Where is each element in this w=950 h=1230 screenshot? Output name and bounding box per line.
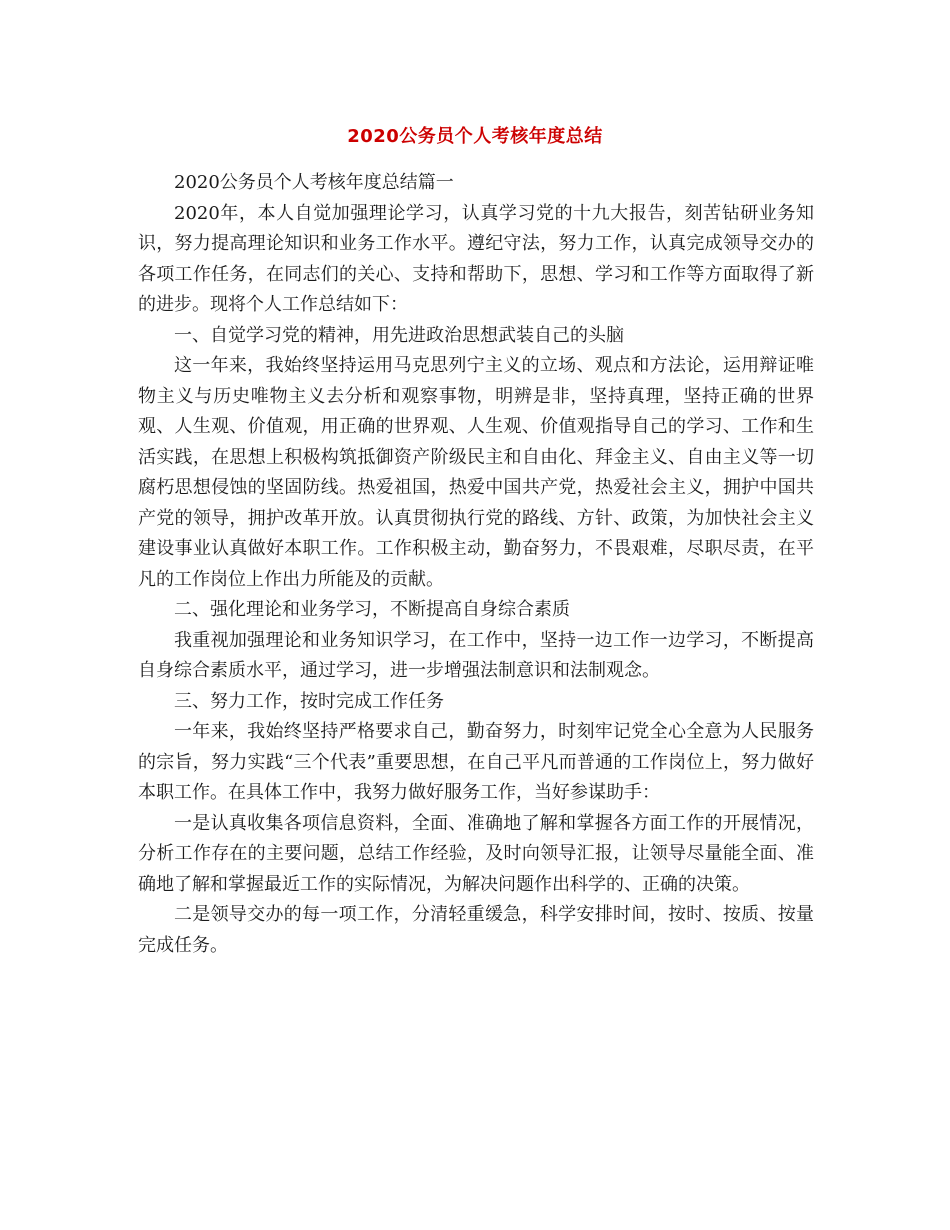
paragraph-point-1: 一是认真收集各项信息资料，全面、准确地了解和掌握各方面工作的开展情况，分析工作存在的主要问题，总结工作经验，及时向领导汇报，让领导尽量能全面、准确地了解和掌握最近工作的实际情况，为解决问题作出科学的、正确的决策。 — [138, 812, 814, 895]
paragraph-point-2: 二是领导交办的每一项工作，分清轻重缓急，科学安排时间，按时、按质、按量完成任务。 — [138, 904, 814, 956]
document-body — [138, 168, 814, 961]
section-heading-1: 一、自觉学习党的精神，用先进政治思想武装自己的头脑 — [174, 324, 624, 346]
section-heading-3: 三、努力工作，按时完成工作任务 — [174, 690, 444, 712]
section-heading-2: 二、强化理论和业务学习，不断提高自身综合素质 — [174, 599, 570, 620]
paragraph-section-3: 一年来，我始终坚持严格要求自己，勤奋努力，时刻牢记党全心全意为人民服务的宗旨，努力实践“三个代表”重要思想，在自己平凡而普通的工作岗位上，努力做好本职工作。在具体工作中，我努力做好服务工作，当好参谋助手： — [138, 721, 814, 803]
paragraph-section-2: 我重视加强理论和业务知识学习，在工作中，坚持一边工作一边学习，不断提高自身综合素质水平，通过学习，进一步增强法制意识和法制观念。 — [138, 629, 814, 681]
paragraph-subtitle: 2020公务员个人考核年度总结篇一 — [174, 172, 454, 193]
paragraph-section-1: 这一年来，我始终坚持运用马克思列宁主义的立场、观点和方法论，运用辩证唯物主义与历史唯物主义去分析和观察事物，明辨是非，坚持真理，坚持正确的世界观、人生观、价值观，用正确的世界观、人生观、价值观指导自己的学习、工作和生活实践，在思想上积极构筑抵御资产阶级民主和自由化、拜金主义、自由主义等一切腐朽思想侵蚀的坚固防线。热爱祖国，热爱中国共产党，热爱社会主义，拥护中国共产党的领导，拥护改革开放。认真贯彻执行党的路线、方针、政策，为加快社会主义建设事业认真做好本职工作。工作积极主动，勤奋努力，不畏艰难，尽职尽责，在平凡的工作岗位上作出力所能及的贡献。 — [138, 355, 814, 590]
paragraph-intro: 2020年，本人自觉加强理论学习，认真学习党的十九大报告，刻苦钻研业务知识，努力提高理论知识和业务工作水平。遵纪守法，努力工作，认真完成领导交办的各项工作任务，在同志们的关心、支持和帮助下，思想、学习和工作等方面取得了新的进步。现将个人工作总结如下： — [138, 202, 814, 315]
document-title: 2020公务员个人考核年度总结 — [347, 126, 603, 147]
